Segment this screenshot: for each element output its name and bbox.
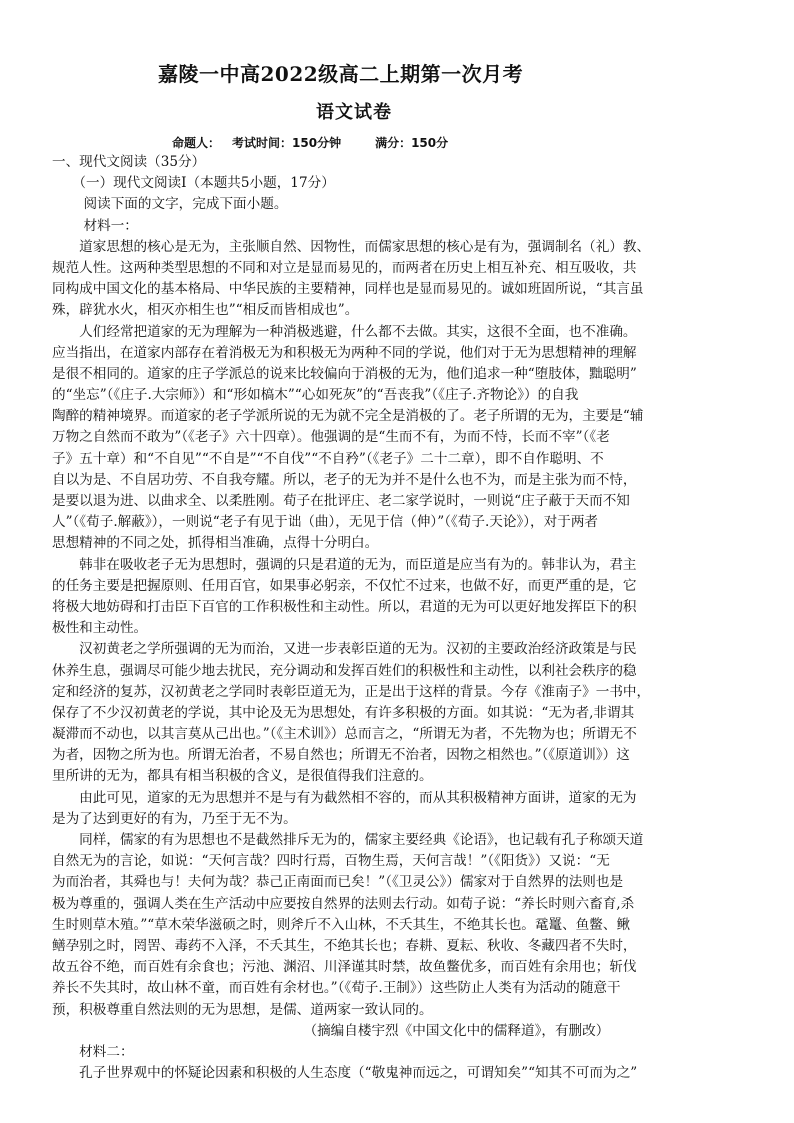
text-line: （摘编自楼宇烈《中国文化中的儒释道》，有删改） — [52, 1022, 610, 1039]
text-line: 的“坐忘”（《庄子.大宗师》）和“形如槁木”“心如死灰”的“吾丧我”（《庄子.齐物论》）的自我 — [52, 387, 579, 404]
text-line: 自以为是、不自居功劳、不自我夸耀。所以，老子的无为并不是什么也不为，而是主张为而不恃， — [52, 471, 637, 488]
passage-body — [52, 152, 760, 1084]
text-line: 人”（《荀子.解蔽》），一则说“老子有见于诎（曲），无见于信（伸）”（《荀子.天论》），对于两者 — [52, 514, 599, 531]
text-line: 由此可见，道家的无为思想并不是与有为截然相不容的，而从其积极精神方面讲，道家的无为 — [52, 789, 637, 806]
text-line: 休养生息，强调尽可能少地去扰民，充分调动和发挥百姓们的积极性和主动性，以利社会秩序的稳 — [52, 662, 637, 679]
text-line: 为者，因物之所为也。所谓无治者，不易自然也；所谓无不治者，因物之相然也。”（《原道训》）这 — [52, 747, 630, 764]
text-line: 子》五十章）和“不自见”“不自是”“不自伐”“不自矜”（《老子》二十二章），即不自作聪明、不 — [52, 450, 604, 467]
text-line: 道家思想的核心是无为，主张顺自然、因物性，而儒家思想的核心是有为，强调制名（礼）教、 — [52, 238, 651, 255]
exam-meta — [172, 134, 448, 151]
text-line: 孔子世界观中的怀疑论因素和积极的人生态度（“敬鬼神而远之，可谓知矣”“知其不可而为之” — [52, 1065, 638, 1082]
text-line: 是为了达到更好的有为，乃至于无不为。 — [52, 810, 297, 827]
text-line: 人们经常把道家的无为理解为一种消极逃避，什么都不去做。其实，这很不全面，也不准确。 — [52, 323, 637, 340]
text-line: 将极大地妨碍和打击臣下百官的工作积极性和主动性。所以，君道的无为可以更好地发挥臣下的积 — [52, 598, 637, 615]
text-line: 韩非在吸收老子无为思想时，强调的只是君道的无为，而臣道是应当有为的。韩非认为，君主 — [52, 556, 637, 573]
text-line: 鳝孕别之时，罔罟、毒药不入泽，不夭其生，不绝其长也；春耕、夏耘、秋收、冬藏四者不失时， — [52, 937, 637, 954]
exam-time: 考试时间：150分钟 — [232, 136, 342, 150]
text-line: 极为尊重的，强调人类在生产活动中应要按自然界的法则去行动。如荀子说：“养长时则六畜育,杀 — [52, 895, 635, 912]
text-line: 阅读下面的文字，完成下面小题。 — [52, 196, 288, 213]
text-line: 殊，辟犹水火，相灭亦相生也”“相反而皆相成也”。 — [52, 302, 359, 319]
exam-title: 嘉陵一中高2022级高二上期第一次月考 — [158, 62, 524, 86]
text-line: 规范人性。这两种类型思想的不同和对立是显而易见的，而两者在历史上相互补充、相互吸收，共 — [52, 259, 637, 276]
text-line: 为而治者，其舜也与！夫何为哉？恭己正南面而已矣！”（《卫灵公》）儒家对于自然界的法则也是 — [52, 874, 624, 891]
text-line: 陶醉的精神境界。而道家的老子学派所说的无为就不完全是消极的了。老子所谓的无为，主要是“辅 — [52, 408, 644, 425]
text-line: 定和经济的复苏，汉初黄老之学同时表彰臣道无为，正是出于这样的背景。今存《淮南子》一书中， — [52, 683, 651, 700]
text-line: 故五谷不绝，而百姓有余食也；污池、渊沼、川泽谨其时禁，故鱼鳖优多，而百姓有余用也；斩伐 — [52, 959, 637, 976]
exam-subtitle: 语文试卷 — [316, 102, 392, 123]
text-line: 同构成中国文化的基本格局、中华民族的主要精神，同样也是显而易见的。诚如班固所说，“其言虽 — [52, 281, 644, 298]
text-line: 凝滞而不动也，以其言莫从己出也。”（《主术训》）总而言之，“所谓无为者，不先物为也；所谓无不 — [52, 726, 637, 743]
text-line: 保存了不少汉初黄老的学说，其中论及无为思想处，有许多积极的方面。如其说：“无为者,非谓其 — [52, 704, 635, 721]
text-line: 思想精神的不同之处，抓得相当准确，点得十分明白。 — [52, 535, 379, 552]
full-score: 满分：150分 — [375, 136, 449, 150]
text-line: 预，积极尊重自然法则的无为思想，是儒、道两家一致认同的。 — [52, 1001, 433, 1018]
text-line: 是要以退为进、以曲求全、以柔胜刚。荀子在批评庄、老二家学说时，一则说“庄子蔽于天而不知 — [52, 493, 630, 509]
text-line: 同样，儒家的有为思想也不是截然排斥无为的，儒家主要经典《论语》，也记载有孔子称颂天道 — [52, 832, 644, 848]
text-line: 是很不相同的。道家的庄子学派总的说来比较偏向于消极的无为，他们追求一种“堕肢体，黜聪明” — [52, 365, 637, 382]
text-line: 里所讲的无为，都具有相当积极的含义，是很值得我们注意的。 — [52, 768, 433, 785]
text-line: 养长不失其时，故山林不童，而百姓有余材也。”（《荀子.王制》）这些防止人类有为活动的随意干 — [52, 980, 621, 997]
text-line: 应当指出，在道家内部存在着消极无为和积极无为两种不同的学说，他们对于无为思想精神的理解 — [52, 344, 637, 361]
text-line: 一、现代文阅读（35分） — [52, 154, 206, 170]
text-line: 自然无为的言论，如说：“天何言哉？四时行焉，百物生焉，天何言哉！”（《阳货》）又说：“无 — [52, 853, 610, 870]
text-line: （一）现代文阅读Ⅰ（本题共5小题，17分） — [52, 175, 335, 192]
author-label: 命题人： — [172, 136, 221, 150]
text-line: 材料一： — [52, 217, 138, 234]
text-line: 万物之自然而不敢为”（《老子》六十四章）。他强调的是“生而不有，为而不恃，长而不宰”（《老 — [52, 429, 610, 446]
text-line: 极性和主动性。 — [52, 620, 148, 637]
text-line: 汉初黄老之学所强调的无为而治，又进一步表彰臣道的无为。汉初的主要政治经济政策是与民 — [52, 641, 637, 658]
text-line: 生时则草木殖。”“草木荣华滋硕之时，则斧斤不入山林，不夭其生，不绝其长也。鼋鼍、鱼鳖、鳅 — [52, 916, 631, 933]
text-line: 的任务主要是把握原则、任用百官，如果事必躬亲，不仅忙不过来，也做不好，而更严重的是，它 — [52, 577, 637, 594]
text-line: 材料二： — [52, 1043, 134, 1060]
